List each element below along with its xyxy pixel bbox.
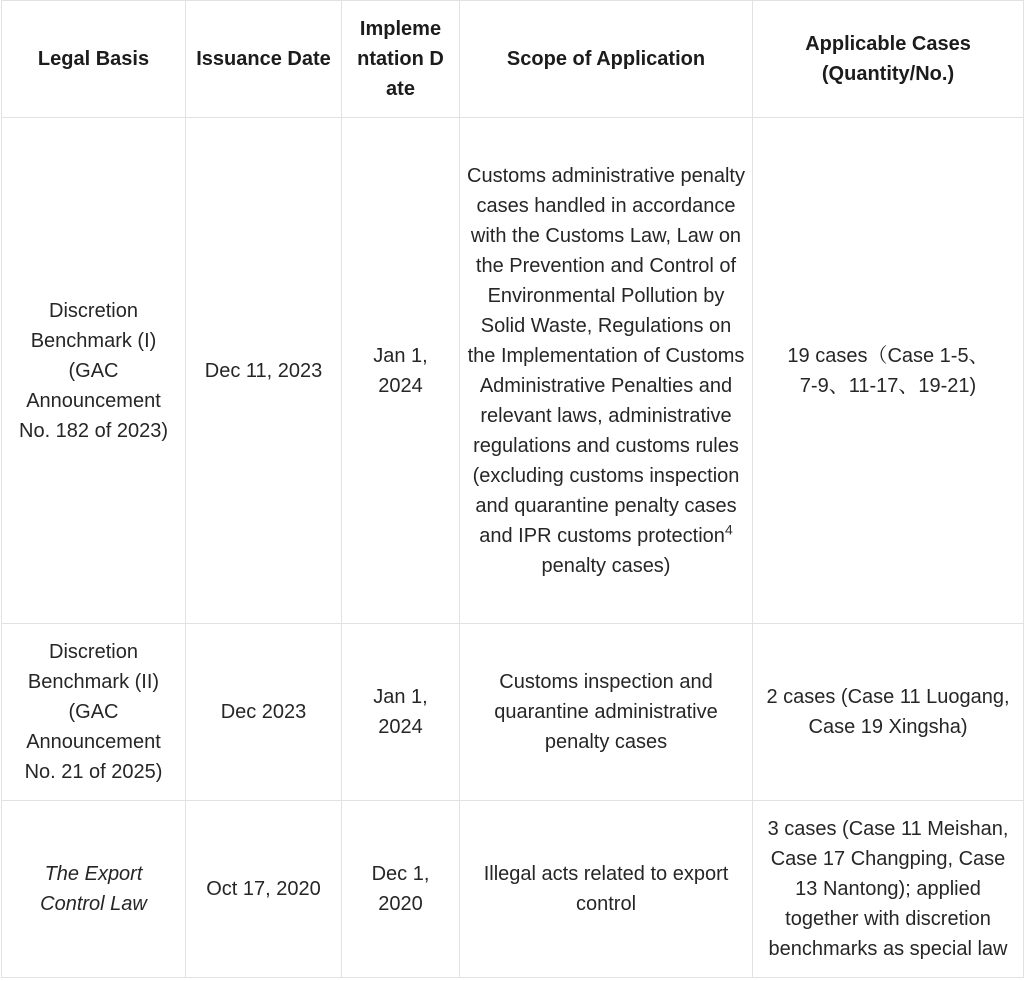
cell-scope: Illegal acts related to export control [460,801,753,978]
header-issuance-date: Issuance Date [186,1,342,118]
cell-scope: Customs inspection and quarantine administrative penalty cases [460,624,753,801]
header-scope: Scope of Application [460,1,753,118]
table-row [2,118,1024,624]
scope-text: Customs administrative penalty cases handled in accordance with the Customs Law, Law on the Prevention and Control of Environmental Pollution by Solid Waste, Regulations on the Implementation of Customs Administrative Penalties and relevant laws, administrative regulations and customs rules (excluding customs inspection and quarantine penalty cases and IPR customs protection [467,164,745,547]
table-row [2,801,1024,978]
cell-applicable-cases: 19 cases（Case 1-5、7-9、11-17、19-21) [753,118,1024,624]
cell-implementation-date: Jan 1, 2024 [342,118,460,624]
cell-issuance-date: Dec 2023 [186,624,342,801]
cell-issuance-date: Oct 17, 2020 [186,801,342,978]
cell-applicable-cases: 2 cases (Case 11 Luogang, Case 19 Xingsha) [753,624,1024,801]
table-header-row [2,1,1024,118]
table-row [2,624,1024,801]
cell-legal-basis: Discretion Benchmark (II) (GAC Announcement No. 21 of 2025) [2,624,186,801]
footnote-marker: 4 [724,520,733,537]
header-implementation-date: Implementation Date [342,1,460,118]
header-applicable-cases: Applicable Cases (Quantity/No.) [753,1,1024,118]
cell-scope [460,118,753,624]
legal-basis-table [1,0,1024,978]
cell-applicable-cases: 3 cases (Case 11 Meishan, Case 17 Changping, Case 13 Nantong); applied together with discretion benchmarks as special law [753,801,1024,978]
cell-legal-basis: Discretion Benchmark (I) (GAC Announcement No. 182 of 2023) [2,118,186,624]
header-legal-basis: Legal Basis [2,1,186,118]
cell-implementation-date: Jan 1, 2024 [342,624,460,801]
cell-legal-basis: The Export Control Law [2,801,186,978]
cell-implementation-date: Dec 1, 2020 [342,801,460,978]
scope-text-tail: penalty cases) [541,554,671,577]
cell-issuance-date: Dec 11, 2023 [186,118,342,624]
